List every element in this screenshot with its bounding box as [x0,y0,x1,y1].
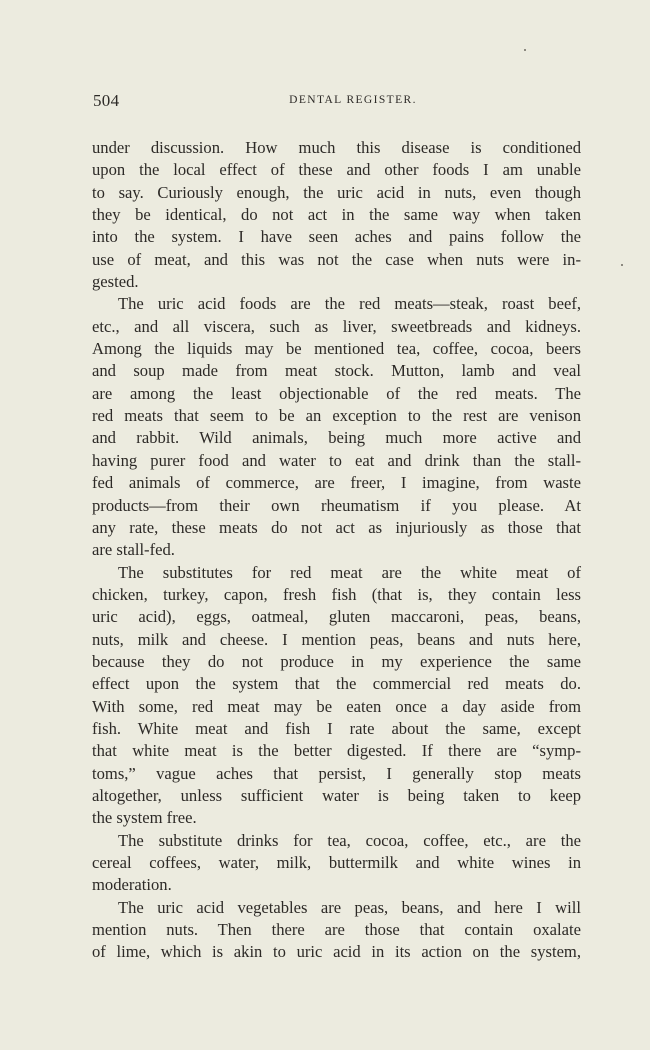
text-line: they be identical, do not act in the same way when taken [92,205,581,225]
text-line: fed animals of commerce, are freer, I imagine, from waste [92,473,581,493]
text-line: altogether, unless sufficient water is being taken to keep [92,785,581,805]
page-header [93,91,583,113]
text-line: are among the least objectionable of the red meats. The [92,383,581,403]
text-line: toms,” vague aches that persist, I generally stop meats [92,763,581,783]
text-line: etc., and all viscera, such as liver, sweetbreads and kidneys. [92,316,581,336]
text-line: into the system. I have seen aches and pains follow the [92,227,581,247]
text-line: any rate, these meats do not act as injuriously as those that [92,517,581,537]
text-line: of lime, which is akin to uric acid in its action on the system, [92,942,581,962]
text-line: Among the liquids may be mentioned tea, coffee, cocoa, beers [92,339,581,359]
text-line: to say. Curiously enough, the uric acid in nuts, even though [92,182,581,202]
text-line: mention nuts. Then there are those that contain oxalate [92,920,581,940]
text-line: that white meat is the better digested. If there are “symp- [92,741,581,761]
page-number: 504 [93,91,120,110]
text-line: under discussion. How much this disease is conditioned [92,138,581,157]
text-line: and rabbit. Wild animals, being much more active and [92,428,581,448]
text-line: The uric acid foods are the red meats—steak, roast beef, [118,294,581,314]
text-line: gested. [92,272,139,292]
text-line: cereal coffees, water, milk, buttermilk and white wines in [92,853,581,872]
text-line: products—from their own rheumatism if you please. At [92,495,581,515]
text-line: and soup made from meat stock. Mutton, lamb and veal [92,361,581,381]
text-line: The substitute drinks for tea, cocoa, coffee, etc., are the [118,830,581,850]
text-line: chicken, turkey, capon, fresh fish (that is, they contain less [92,584,581,604]
text-line: uric acid), eggs, oatmeal, gluten maccaroni, peas, beans, [92,607,581,627]
running-title: DENTAL REGISTER. [289,94,417,106]
text-line: The substitutes for red meat are the white meat of [118,562,581,582]
text-line: upon the local effect of these and other foods I am unable [92,160,581,180]
text-line: red meats that seem to be an exception to the rest are venison [92,406,581,426]
paper-speck [524,49,526,51]
text-line: With some, red meat may be eaten once a day aside from [92,696,581,716]
body-text [92,137,581,964]
text-line: use of meat, and this was not the case when nuts were in- [92,249,581,269]
text-line: because they do not produce in my experience the same [92,651,581,671]
text-line: having purer food and water to eat and drink than the stall- [92,450,581,470]
text-line: moderation. [92,875,172,895]
text-line: The uric acid vegetables are peas, beans, and here I will [118,897,581,917]
text-line: fish. White meat and fish I rate about the same, except [92,718,581,738]
text-line: are stall-fed. [92,540,175,560]
text-line: nuts, milk and cheese. I mention peas, beans and nuts here, [92,629,581,649]
paper-speck [621,264,623,266]
text-line: the system free. [92,808,197,828]
text-line: effect upon the system that the commercial red meats do. [92,674,581,694]
